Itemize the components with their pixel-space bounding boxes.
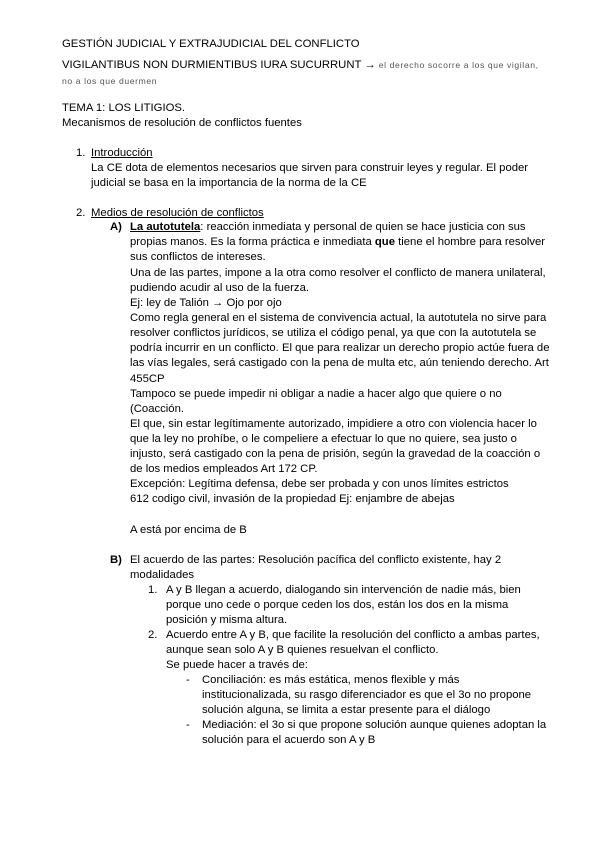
paragraph-line: Acuerdo entre A y B, que facilite la resolución del conflicto a ambas partes, bbox=[166, 629, 540, 641]
paragraph-line: El que, sin estar legítimamente autorizado, impidiere a otro con violencia hacer lo bbox=[130, 418, 537, 430]
paragraph-line: A y B llegan a acuerdo, dialogando sin intervención de nadie más, bien bbox=[166, 584, 521, 596]
maxim-text: VIGILANTIBUS NON DURMIENTIBUS IURA SUCURRUNT bbox=[62, 59, 362, 71]
autotutela-definition-rest: : reacción inmediata y personal de quien se hace justicia con sus bbox=[200, 221, 526, 233]
paragraph-line: Se puede hacer a través de: bbox=[166, 659, 308, 671]
paragraph-line: modalidades bbox=[130, 569, 195, 581]
paragraph-line: 612 codigo civil, invasión de la propiedad Ej: enjambre de abejas bbox=[130, 493, 455, 505]
paragraph-line: 455CP bbox=[130, 373, 165, 385]
section-1-heading: Introducción bbox=[91, 147, 153, 159]
paragraph-line: posición y misma altura. bbox=[166, 614, 288, 626]
paragraph-line: Mediación: el 3o si que propone solución aunque quienes adoptan la bbox=[202, 719, 547, 731]
item-b-letter: B) bbox=[110, 554, 122, 566]
paragraph-line: podría incurrir en un conflicto. El que para realizar un derecho propio actúe fuera de bbox=[130, 342, 550, 354]
paragraph-line: solución para el acuerdo son A y B bbox=[202, 734, 376, 746]
paragraph-line: sus conflictos de intereses. bbox=[130, 251, 266, 263]
maxim-translation-1: el derecho socorre a los que vigilan, bbox=[378, 60, 539, 70]
paragraph-line: (Coacción. bbox=[130, 403, 184, 415]
paragraph-line: El acuerdo de las partes: Resolución pacífica del conflicto existente, hay 2 bbox=[130, 554, 502, 566]
arrow-icon: → bbox=[364, 59, 376, 71]
tema-title: TEMA 1: LOS LITIGIOS. bbox=[62, 102, 186, 114]
paragraph-line: institucionalizada, su rasgo diferenciador es que el 3o no propone bbox=[202, 689, 532, 701]
paragraph-line: solución alguna, se limita a estar presente para el diálogo bbox=[202, 704, 491, 716]
latin-maxim bbox=[62, 58, 539, 73]
paragraph-line: las vías legales, será castigado con la pena de multa etc, aún teniendo derecho. Art bbox=[130, 357, 549, 369]
paragraph-line: A está por encima de B bbox=[130, 524, 247, 536]
dash-bullet: - bbox=[186, 674, 190, 686]
text-run: tiene el hombre para resolver bbox=[398, 236, 546, 248]
paragraph-line: de los medios empleados Art 172 CP. bbox=[130, 463, 318, 475]
tema-subtitle: Mecanismos de resolución de conflictos fuentes bbox=[62, 117, 302, 129]
dash-bullet: - bbox=[186, 719, 190, 731]
paragraph-line: aunque sean solo A y B quienes resuelvan el conflicto. bbox=[166, 644, 439, 656]
paragraph-line: injusto, será castigado con la pena de prisión, según la gravedad de la coacción o bbox=[130, 448, 541, 460]
paragraph-line: Conciliación: es más estática, menos flexible y más bbox=[202, 674, 460, 686]
paragraph-line: resolver conflictos jurídicos, se utiliza el código penal, ya que con la autotutela se bbox=[130, 327, 537, 339]
paragraph-line: pudiendo acudir al uso de la fuerza. bbox=[130, 282, 309, 294]
paragraph-line: Tampoco se puede impedir ni obligar a nadie a hacer algo que quiere o no bbox=[130, 388, 502, 400]
bold-word: que bbox=[374, 236, 395, 248]
section-2-number: 2. bbox=[76, 207, 86, 219]
paragraph-line: Como regla general en el sistema de convivencia actual, la autotutela no sirve para bbox=[130, 312, 547, 324]
paragraph-line: Una de las partes, impone a la otra como resolver el conflicto de manera unilateral, bbox=[130, 267, 546, 279]
sub-item-1-number: 1. bbox=[148, 584, 158, 596]
paragraph-line bbox=[130, 235, 545, 250]
sub-item-2-number: 2. bbox=[148, 629, 158, 641]
autotutela-term: La autotutela bbox=[130, 221, 201, 233]
text-run: propias manos. Es la forma práctica e inmediata bbox=[130, 236, 372, 248]
maxim-translation-2: no a los que duermen bbox=[62, 76, 158, 86]
section-2-heading: Medios de resolución de conflictos bbox=[91, 207, 264, 219]
autotutela-definition bbox=[130, 220, 526, 235]
item-a-letter: A) bbox=[110, 221, 122, 233]
document-title: GESTIÓN JUDICIAL Y EXTRAJUDICIAL DEL CONFLICTO bbox=[62, 38, 360, 50]
paragraph-line: La CE dota de elementos necesarios que sirven para construir leyes y regular. El poder bbox=[91, 162, 529, 174]
paragraph-line: que la ley no prohíbe, o le compeliere a efectuar lo que no quiere, sea justo o bbox=[130, 433, 517, 445]
paragraph-line: porque uno cede o porque ceden los dos, están los dos en la misma bbox=[166, 599, 509, 611]
section-1-number: 1. bbox=[76, 147, 86, 159]
paragraph-line: Excepción: Legítima defensa, debe ser probada y con unos límites estrictos bbox=[130, 478, 509, 490]
paragraph-line: judicial se basa en la importancia de la norma de la CE bbox=[91, 177, 367, 189]
paragraph-line: Ej: ley de Talión → Ojo por ojo bbox=[130, 297, 282, 309]
